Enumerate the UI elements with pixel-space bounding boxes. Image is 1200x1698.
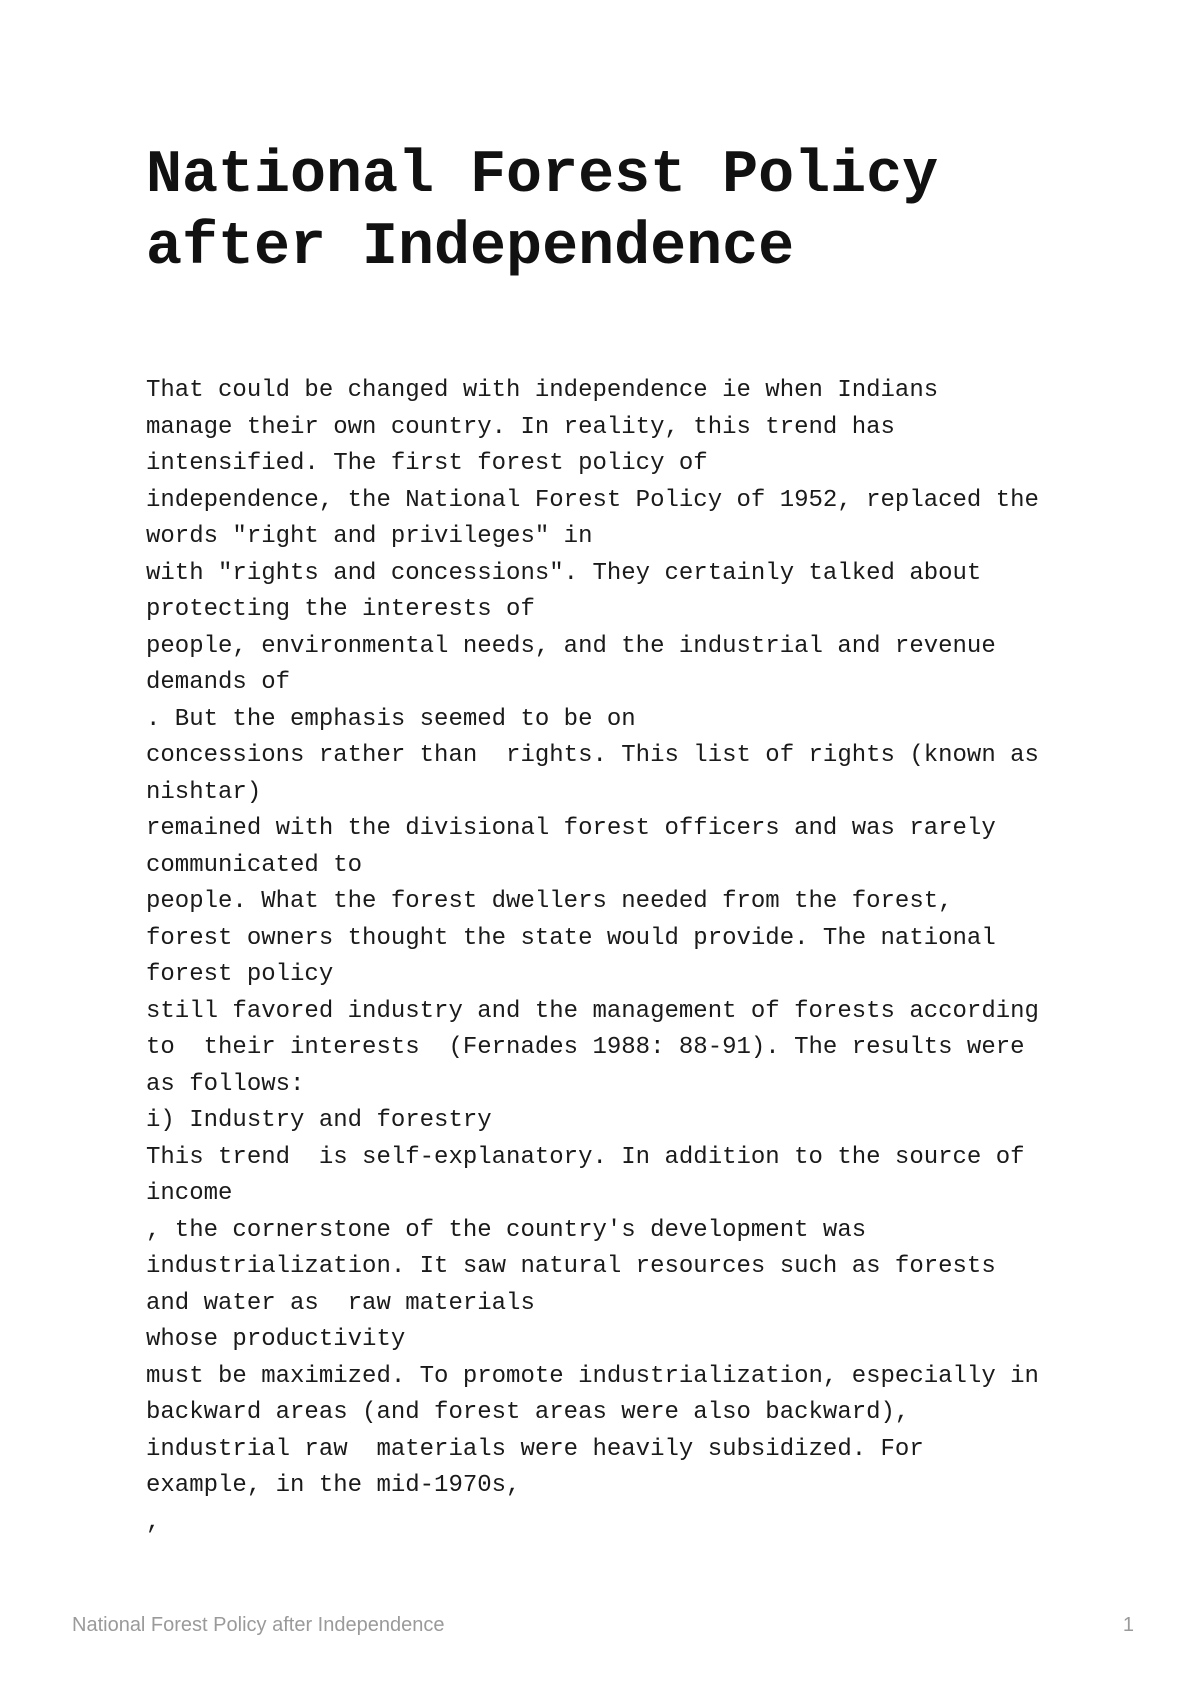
body-line: to their interests (Fernades 1988: 88-91). The results were — [146, 1034, 1025, 1061]
body-line: whose productivity — [146, 1326, 406, 1353]
body-line: demands of — [146, 669, 291, 696]
body-line: , the cornerstone of the country's development was — [146, 1216, 867, 1244]
body-line: with "rights and concessions". They certainly talked about — [146, 559, 982, 587]
title-line: National Forest Policy — [146, 142, 939, 210]
document-body — [146, 373, 1146, 1541]
body-line: This trend is self-explanatory. In addition to the source of — [146, 1143, 1025, 1171]
body-line: independence, the National Forest Policy of 1952, replaced the — [146, 486, 1039, 514]
title-line: after Independence — [146, 214, 795, 282]
footer-page-number: 1 — [1122, 1614, 1134, 1636]
body-line: and water as raw materials — [146, 1289, 535, 1317]
body-line: backward areas (and forest areas were also backward), — [146, 1399, 910, 1426]
body-line: as follows: — [146, 1070, 305, 1098]
body-line: . But the emphasis seemed to be on — [146, 705, 636, 733]
body-line: communicated to — [146, 851, 363, 879]
body-line: concessions rather than rights. This list of rights (known as — [146, 742, 1039, 769]
body-line: intensified. The first forest policy of — [146, 450, 708, 477]
body-line: , — [146, 1508, 161, 1536]
body-line: people. What the forest dwellers needed from the forest, — [146, 888, 953, 915]
body-line: words "right and privileges" in — [146, 523, 593, 550]
body-line: industrialization. It saw natural resources such as forests — [146, 1253, 996, 1280]
body-line: That could be changed with independence ie when Indians — [146, 377, 939, 404]
body-line: income — [146, 1180, 233, 1207]
body-line: people, environmental needs, and the industrial and revenue — [146, 632, 996, 660]
footer-running-title: National Forest Policy after Independence — [72, 1614, 445, 1636]
body-line: forest policy — [146, 961, 334, 988]
body-line: remained with the divisional forest officers and was rarely — [146, 815, 996, 842]
body-line: still favored industry and the management of forests according — [146, 997, 1039, 1025]
body-line: protecting the interests of — [146, 596, 535, 623]
body-line: example, in the mid-1970s, — [146, 1472, 521, 1499]
body-line: nishtar) — [146, 778, 262, 806]
body-line: forest owners thought the state would provide. The national — [146, 924, 996, 952]
document-title — [146, 140, 1106, 284]
body-line: must be maximized. To promote industrialization, especially in — [146, 1362, 1039, 1390]
body-line: i) Industry and forestry — [146, 1107, 492, 1134]
body-line: manage their own country. In reality, this trend has — [146, 413, 895, 441]
body-line: industrial raw materials were heavily subsidized. For — [146, 1435, 924, 1463]
